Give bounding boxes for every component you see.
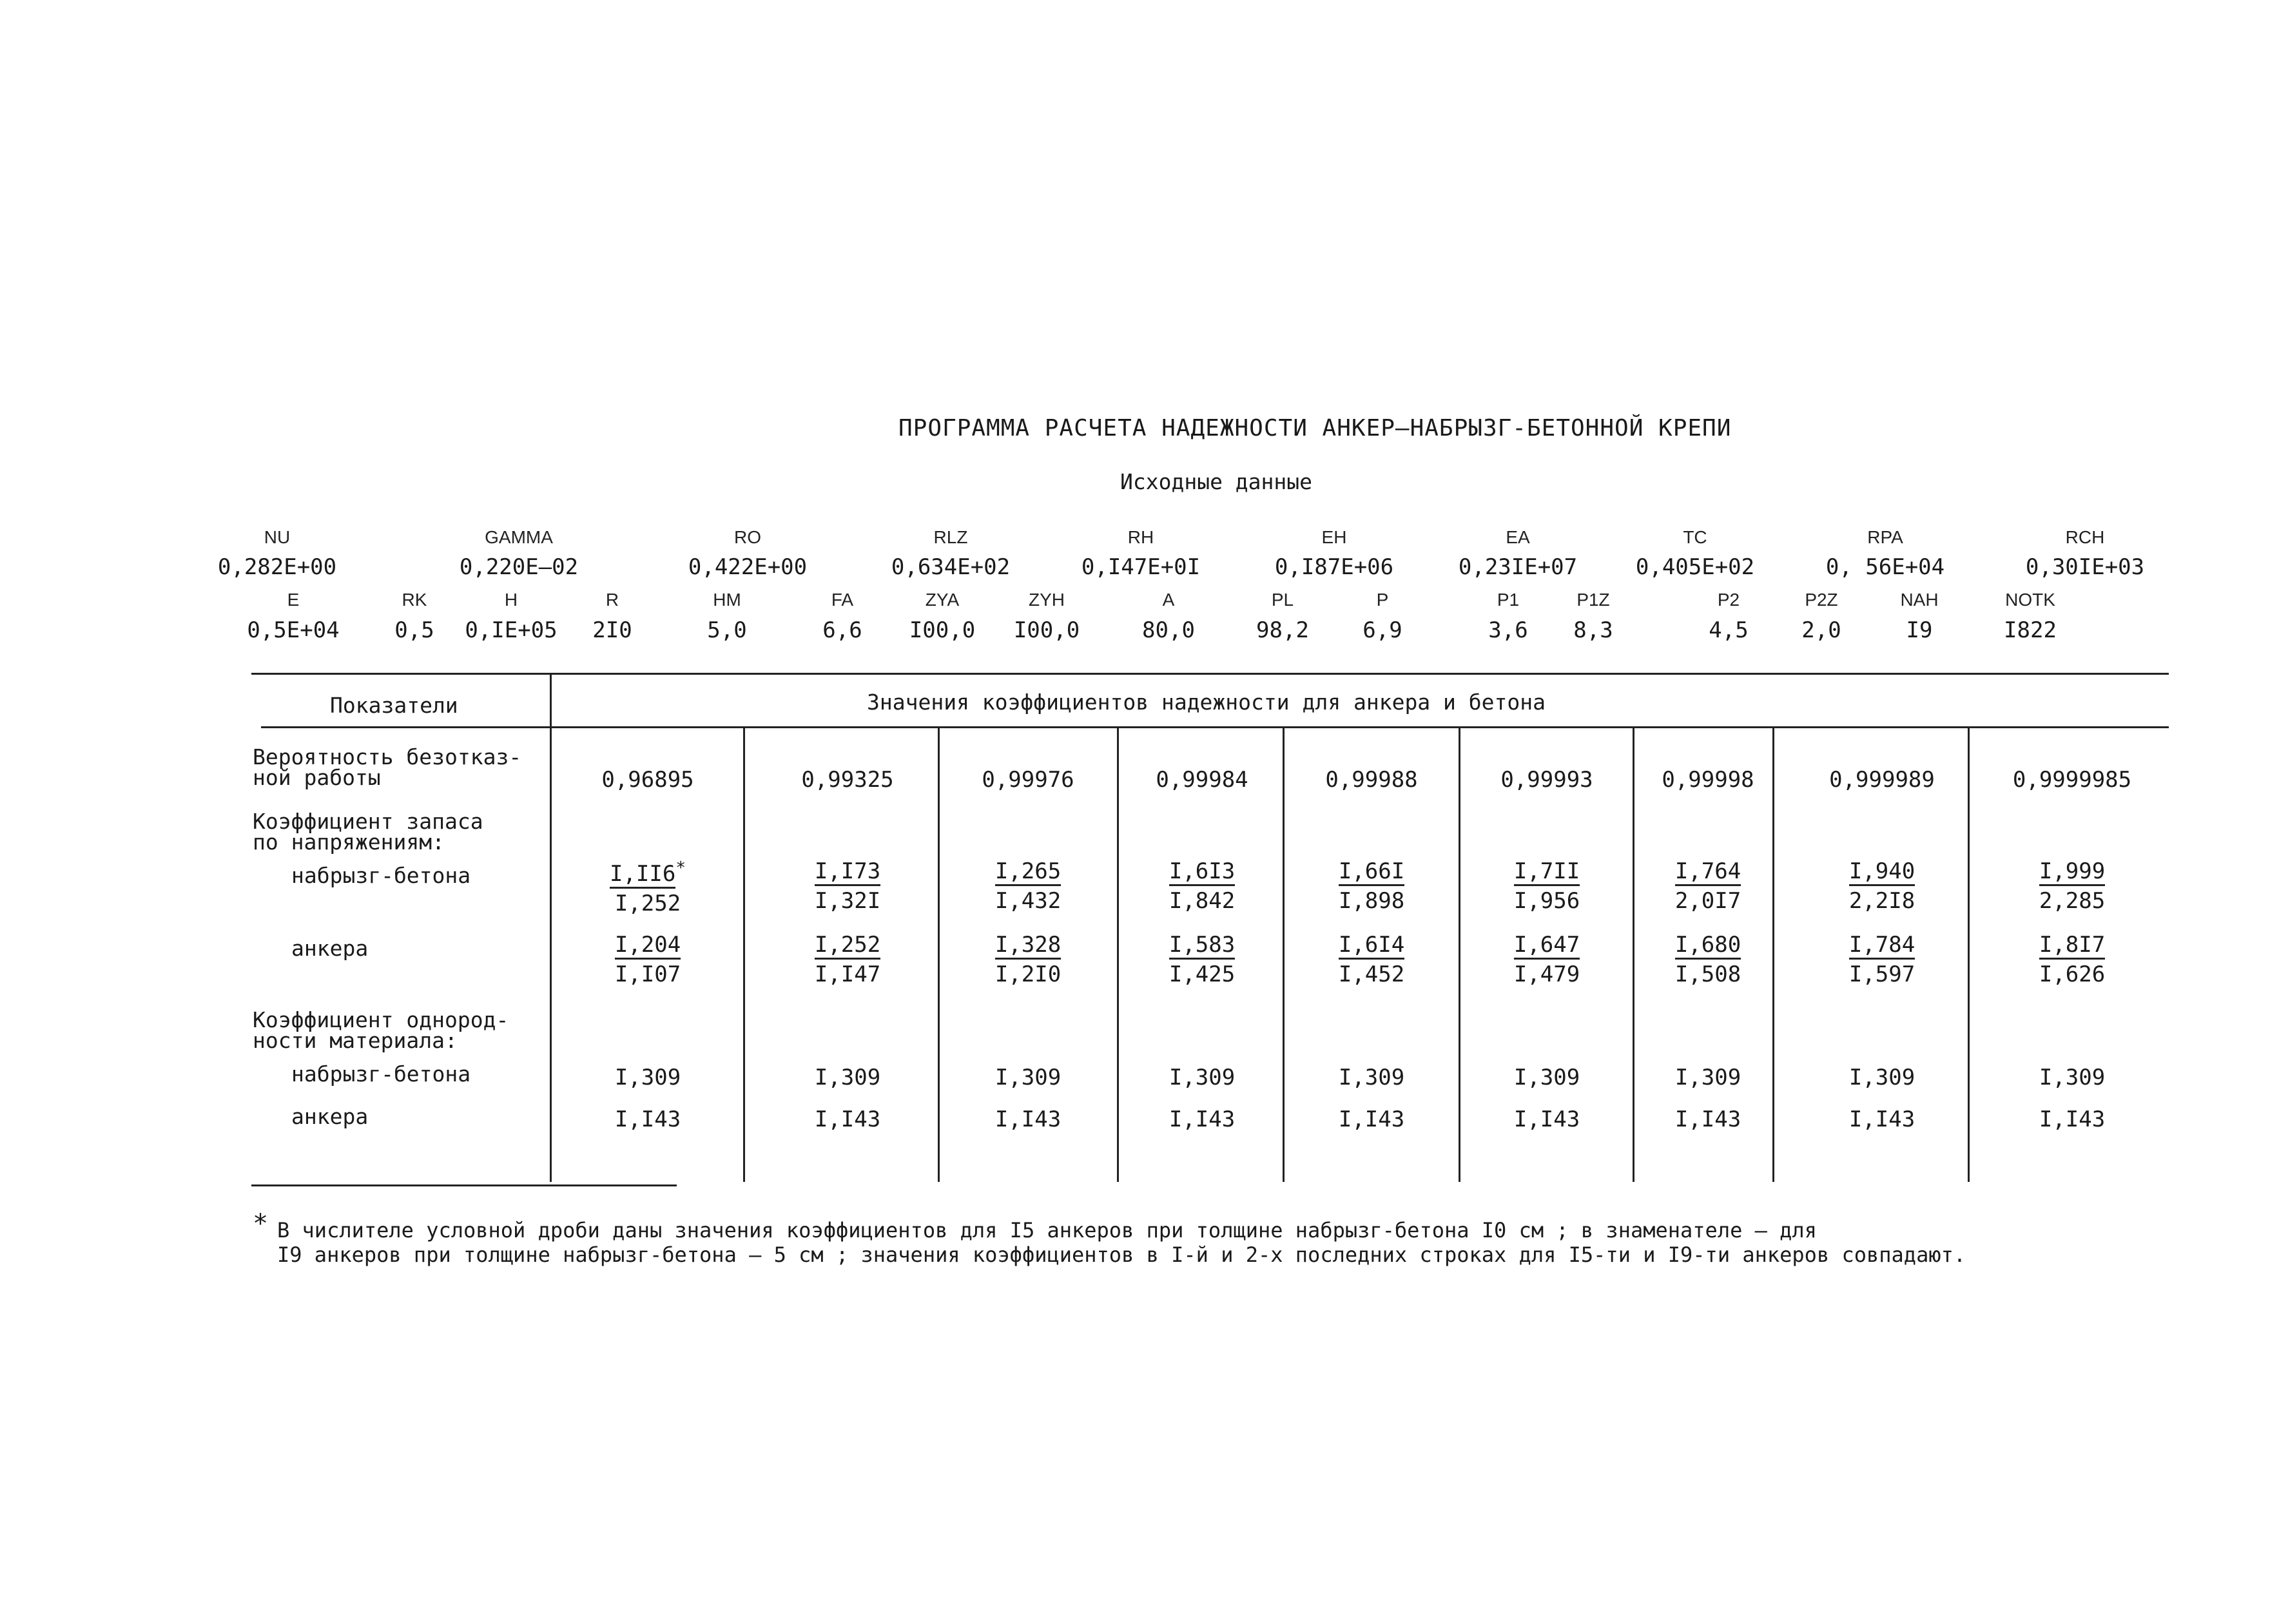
param-value: 3,6 (1488, 617, 1528, 643)
param-value: 80,0 (1142, 617, 1195, 643)
anchor-safety-fraction (1128, 932, 1276, 989)
concrete-safety-fraction (954, 858, 1102, 916)
concrete-safety-fraction (1473, 858, 1621, 916)
param-value: 0,282E+00 (217, 554, 337, 580)
concrete-safety-fraction-denominator: 2,285 (2039, 888, 2106, 914)
param-label: P2 (1717, 590, 1740, 610)
anchor-safety-fraction-denominator: I,452 (1338, 962, 1405, 987)
anchor-safety-fraction-denominator: I,2I0 (994, 962, 1062, 987)
param-label: EH (1321, 527, 1347, 547)
anchor-safety-fraction-denominator: I,I47 (814, 962, 881, 987)
param-label: RLZ (933, 527, 968, 547)
table-column-divider (1117, 726, 1119, 1182)
concrete-safety-fraction-denominator: 2,0I7 (1674, 888, 1741, 914)
param-value: 2I0 (592, 617, 632, 643)
concrete-safety-fraction-denominator: I,898 (1338, 888, 1405, 914)
probability-cell: 0,999989 (1829, 767, 1935, 793)
anchor-homogeneity-cell: I,I43 (814, 1107, 881, 1132)
concrete-safety-fraction (1634, 858, 1782, 916)
anchor-safety-fraction-numerator: I,6I4 (1339, 932, 1404, 960)
param-value: 0,I87E+06 (1274, 554, 1394, 580)
param-value: 0,23IE+07 (1458, 554, 1578, 580)
probability-cell: 0,99984 (1156, 767, 1248, 793)
concrete-homogeneity-cell: I,309 (1848, 1065, 1915, 1090)
param-label: HM (713, 590, 741, 610)
concrete-safety-fraction-denominator: I,252 (614, 891, 681, 917)
concrete-safety-fraction-denominator: I,956 (1513, 888, 1580, 914)
concrete-homogeneity-cell: I,309 (2039, 1065, 2106, 1090)
concrete-safety-fraction-numerator: I,6I3 (1169, 858, 1235, 886)
param-value: I00,0 (1013, 617, 1080, 643)
concrete-safety-fraction-denominator: I,842 (1169, 888, 1236, 914)
param-label: P2Z (1805, 590, 1838, 610)
probability-cell: 0,99998 (1662, 767, 1754, 793)
table-bottom-rule (251, 1184, 677, 1186)
anchor-safety-fraction (1634, 932, 1782, 989)
table-label-divider (550, 673, 552, 1182)
concrete-homogeneity-cell: I,309 (1674, 1065, 1741, 1090)
param-value: 0,634E+02 (891, 554, 1011, 580)
param-value: 0,422E+00 (688, 554, 808, 580)
param-value: I9 (1906, 617, 1933, 643)
table-top-rule (251, 673, 2169, 675)
concrete-safety-fraction-numerator: I,940 (1849, 858, 1915, 886)
anchor-safety-fraction-numerator: I,204 (615, 932, 681, 960)
param-value: 0,5E+04 (247, 617, 340, 643)
param-label: NAH (1900, 590, 1939, 610)
table-column-divider (743, 726, 745, 1182)
probability-cell: 0,99325 (801, 767, 894, 793)
anchor-homogeneity-cell: I,I43 (1169, 1107, 1236, 1132)
row-label-anchor-homogeneity: анкера (291, 1104, 369, 1129)
param-label: R (605, 590, 619, 610)
probability-cell: 0,9999985 (2012, 767, 2132, 793)
concrete-safety-fraction-numerator: I,7II (1514, 858, 1580, 886)
param-label: A (1162, 590, 1175, 610)
footnote-line-1: В числителе условной дроби даны значения коэффициентов для I5 анкеров при толщине набрызг-бетона I0 см ; в знаменателе – для (277, 1218, 1817, 1242)
anchor-safety-fraction-denominator: I,626 (2039, 962, 2106, 987)
param-value: 2,0 (1801, 617, 1841, 643)
param-label: H (504, 590, 518, 610)
param-label: P1 (1497, 590, 1520, 610)
param-label: E (287, 590, 300, 610)
param-value: 8,3 (1573, 617, 1613, 643)
param-label: P1Z (1576, 590, 1610, 610)
param-value: 6,6 (822, 617, 862, 643)
param-value: 0,5 (394, 617, 434, 643)
concrete-safety-fraction-numerator: I,265 (995, 858, 1061, 886)
concrete-safety-fraction-denominator: I,432 (994, 888, 1062, 914)
param-value: 0,30IE+03 (2025, 554, 2145, 580)
row-label-homogeneity-1: Коэффициент однород- (253, 1007, 509, 1032)
param-value: 0,220E–02 (459, 554, 579, 580)
row-label-homogeneity-2: ности материала: (253, 1028, 458, 1053)
param-value: 0,I47E+0I (1081, 554, 1201, 580)
row-label-probability-2: ной работы (253, 765, 381, 790)
anchor-safety-fraction-numerator: I,8I7 (2039, 932, 2105, 960)
anchor-homogeneity-cell: I,I43 (614, 1107, 681, 1132)
table-column-divider (1283, 726, 1285, 1182)
anchor-safety-fraction-numerator: I,583 (1169, 932, 1235, 960)
param-label: RPA (1867, 527, 1903, 547)
probability-cell: 0,99988 (1325, 767, 1418, 793)
concrete-safety-fraction-numerator: I,764 (1675, 858, 1741, 886)
anchor-homogeneity-cell: I,I43 (1674, 1107, 1741, 1132)
footnote-line-2: I9 анкеров при толщине набрызг-бетона – 5 см ; значения коэффициентов в I-й и 2-х последних строках для I5-ти и I9-ти анкеров совпадают. (277, 1242, 1966, 1267)
footnote-marker: * (675, 858, 686, 878)
param-label: RCH (2065, 527, 2105, 547)
anchor-safety-fraction-denominator: I,597 (1848, 962, 1915, 987)
anchor-safety-fraction-numerator: I,647 (1514, 932, 1580, 960)
anchor-safety-fraction-denominator: I,I07 (614, 962, 681, 987)
param-label: RO (734, 527, 761, 547)
anchor-safety-fraction (773, 932, 922, 989)
concrete-safety-fraction (1128, 858, 1276, 916)
concrete-safety-fraction-denominator: 2,2I8 (1848, 888, 1915, 914)
anchor-homogeneity-cell: I,I43 (994, 1107, 1062, 1132)
anchor-safety-fraction-numerator: I,252 (815, 932, 880, 960)
anchor-safety-fraction (954, 932, 1102, 989)
footnote-star: * (253, 1209, 269, 1239)
probability-cell: 0,99993 (1500, 767, 1593, 793)
row-label-concrete-safety: набрызг-бетона (291, 863, 471, 888)
row-label-probability-1: Вероятность безотказ- (253, 744, 522, 769)
anchor-safety-fraction (1297, 932, 1446, 989)
probability-cell: 0,96895 (601, 767, 694, 793)
anchor-safety-fraction (1473, 932, 1621, 989)
param-value: 0, 56E+04 (1825, 554, 1945, 580)
concrete-homogeneity-cell: I,309 (814, 1065, 881, 1090)
concrete-safety-fraction-numerator: I,999 (2039, 858, 2105, 886)
param-label: RH (1127, 527, 1154, 547)
concrete-safety-fraction-denominator: I,32I (814, 888, 881, 914)
concrete-homogeneity-cell: I,309 (1338, 1065, 1405, 1090)
row-label-anchor-safety: анкера (291, 936, 369, 961)
concrete-homogeneity-cell: I,309 (1169, 1065, 1236, 1090)
concrete-safety-fraction (1808, 858, 1956, 916)
param-label: TC (1683, 527, 1707, 547)
concrete-safety-fraction-numerator: I,I73 (815, 858, 880, 886)
param-value: 5,0 (707, 617, 747, 643)
anchor-safety-fraction (1998, 932, 2146, 989)
row-label-safety-factor-1: Коэффициент запаса (253, 809, 483, 834)
param-label: ZYA (925, 590, 960, 610)
concrete-safety-fraction (1297, 858, 1446, 916)
table-header-values: Значения коэффициентов надежности для анкера и бетона (867, 690, 1546, 715)
param-label: FA (831, 590, 854, 610)
concrete-homogeneity-cell: I,309 (994, 1065, 1062, 1090)
row-label-safety-factor-2: по напряжениям: (253, 829, 445, 855)
param-label: P (1376, 590, 1389, 610)
param-label: RK (402, 590, 427, 610)
concrete-homogeneity-cell: I,309 (614, 1065, 681, 1090)
param-label: PL (1271, 590, 1294, 610)
anchor-safety-fraction-denominator: I,425 (1169, 962, 1236, 987)
param-label: EA (1506, 527, 1530, 547)
param-value: 4,5 (1709, 617, 1749, 643)
anchor-safety-fraction (1808, 932, 1956, 989)
concrete-homogeneity-cell: I,309 (1513, 1065, 1580, 1090)
concrete-safety-fraction (574, 858, 722, 918)
param-label: NOTK (2005, 590, 2055, 610)
table-column-divider (1968, 726, 1970, 1182)
anchor-safety-fraction-numerator: I,784 (1849, 932, 1915, 960)
concrete-safety-fraction-numerator: I,66I (1339, 858, 1404, 886)
anchor-safety-fraction (574, 932, 722, 989)
param-value: I00,0 (909, 617, 976, 643)
param-label: NU (264, 527, 291, 547)
param-label: GAMMA (485, 527, 553, 547)
anchor-homogeneity-cell: I,I43 (1848, 1107, 1915, 1132)
concrete-safety-fraction-numerator: I,II6 (610, 861, 675, 889)
param-value: 98,2 (1256, 617, 1309, 643)
param-value: 6,9 (1363, 617, 1402, 643)
anchor-homogeneity-cell: I,I43 (1513, 1107, 1580, 1132)
param-value: 0,IE+05 (465, 617, 558, 643)
anchor-safety-fraction-denominator: I,479 (1513, 962, 1580, 987)
row-label-concrete-homogeneity: набрызг-бетона (291, 1061, 471, 1087)
table-header-indicators: Показатели (330, 693, 458, 718)
page-title: ПРОГРАММА РАСЧЕТА НАДЕЖНОСТИ АНКЕР–НАБРЫЗГ-БЕТОННОЙ КРЕПИ (898, 415, 1732, 441)
anchor-safety-fraction-numerator: I,328 (995, 932, 1061, 960)
anchor-safety-fraction-denominator: I,508 (1674, 962, 1741, 987)
concrete-safety-fraction (1998, 858, 2146, 916)
anchor-safety-fraction-numerator: I,680 (1675, 932, 1741, 960)
table-column-divider (938, 726, 940, 1182)
page-subtitle: Исходные данные (1120, 469, 1313, 494)
anchor-homogeneity-cell: I,I43 (2039, 1107, 2106, 1132)
table-header-rule (261, 726, 2169, 728)
param-value: 0,405E+02 (1635, 554, 1755, 580)
probability-cell: 0,99976 (982, 767, 1074, 793)
param-value: I822 (2004, 617, 2057, 643)
param-label: ZYH (1029, 590, 1065, 610)
table-column-divider (1459, 726, 1460, 1182)
concrete-safety-fraction (773, 858, 922, 916)
anchor-homogeneity-cell: I,I43 (1338, 1107, 1405, 1132)
